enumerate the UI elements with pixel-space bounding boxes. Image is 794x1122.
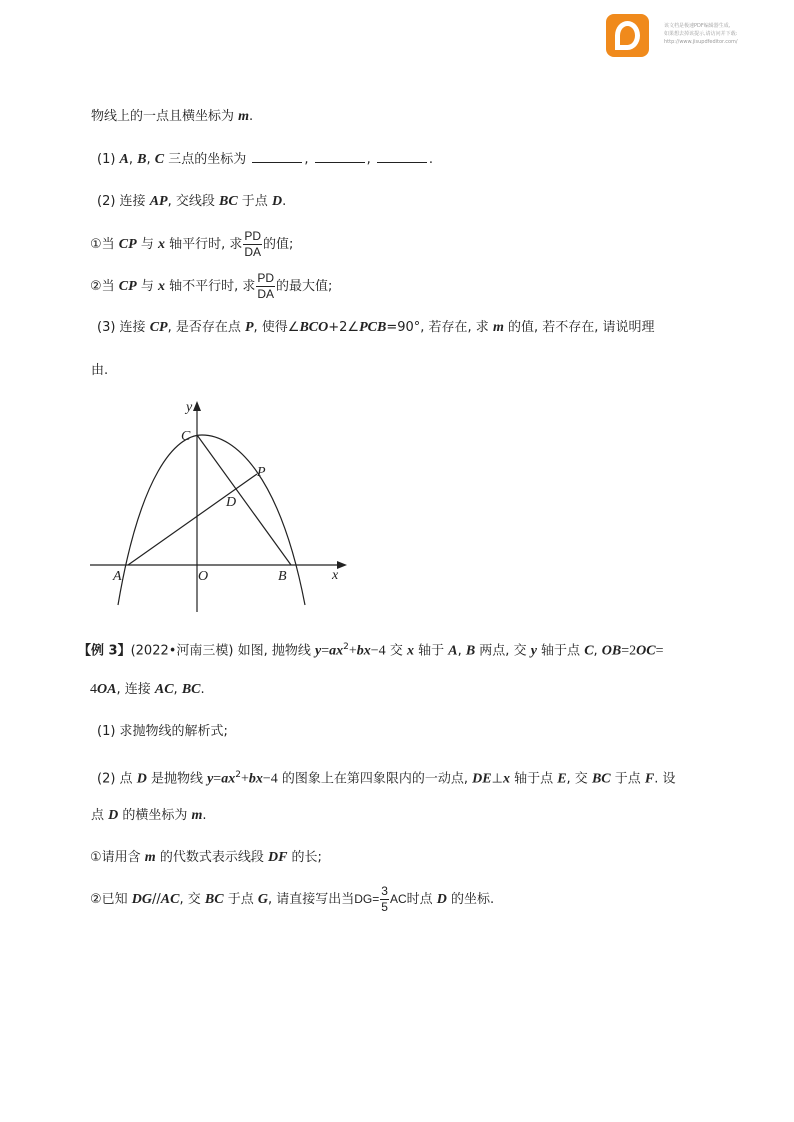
segment-cb [197,435,291,565]
label-c: C [181,429,191,444]
question-3-end: 由. [91,363,109,378]
question-2-1: ①当 CP 与 x 轴平行时, 求 $\frac{PD}{DA}$ 的值; [90,229,294,259]
x-axis-arrow [337,561,347,569]
label-o: O [198,569,209,584]
label-b: B [278,569,287,584]
question-3: (3) 连接 CP, 是否存在点 P, 使得∠BCO+2∠PCB=90°, 若存在, 求 m 的值, 若不存在, 请说明理 [97,320,655,335]
header-note-2: 如果想去掉该提示,请访问并下载: [664,31,738,37]
example-3-q2-line-2: 点 D 的横坐标为 m. [91,808,207,823]
parabola-curve [118,435,305,605]
app-logo [606,14,649,57]
parabola-figure [85,395,355,620]
example-3-q1: (1) 求抛物线的解析式; [97,724,228,739]
header-note-1: 该文档是极速PDF编辑器生成, [664,23,731,29]
header-note-3: http://www.jisupdfeditor.com/ [664,39,738,45]
label-p: P [257,465,266,480]
fraction-pd-da: $\frac{PD}{DA}$ [244,229,262,259]
question-1: (1) A, B, C 三点的坐标为 , , . [97,152,434,167]
answer-blank-2 [315,150,365,163]
y-axis-arrow [193,401,201,411]
example-3-q2-1: ①请用含 m 的代数式表示线段 DF 的长; [90,850,322,865]
example-3-q2-2: ②已知 DG//AC, 交 BC 于点 G, 请直接写出当DG= $\frac{3}{5}$ AC时点 D 的坐标. [90,884,495,914]
fraction-3-5: $\frac{3}{5}$ [381,884,388,914]
label-d: D [226,495,237,510]
example-3-q2: (2) 点 D 是抛物线 $y=ax^2+bx-4$ 的图象上在第四象限内的一动点, DE⊥x 轴于点 E, 交 BC 于点 F. 设 [97,770,676,787]
fraction-pd-da-2: $\frac{PD}{DA}$ [257,271,275,301]
question-2-2: ②当 CP 与 x 轴不平行时, 求 $\frac{PD}{DA}$ 的最大值; [90,271,333,301]
example-3-line-2: 4OA, 连接 AC, BC. [90,682,205,697]
label-x: x [332,568,339,583]
answer-blank-3 [377,150,427,163]
segment-ap [128,474,257,565]
intro-line: 物线上的一点且横坐标为 m. [91,109,254,124]
answer-blank-1 [252,150,302,163]
label-a: A [113,569,122,584]
question-2: (2) 连接 AP, 交线段 BC 于点 D. [97,194,287,209]
label-y: y [186,400,193,415]
example-3-header: 【例 3】(2022•河南三模) 如图, 抛物线 $y=ax^2+bx-4$ 交 x 轴于 A, B 两点, 交 y 轴于点 C, OB=2OC= [78,642,664,659]
